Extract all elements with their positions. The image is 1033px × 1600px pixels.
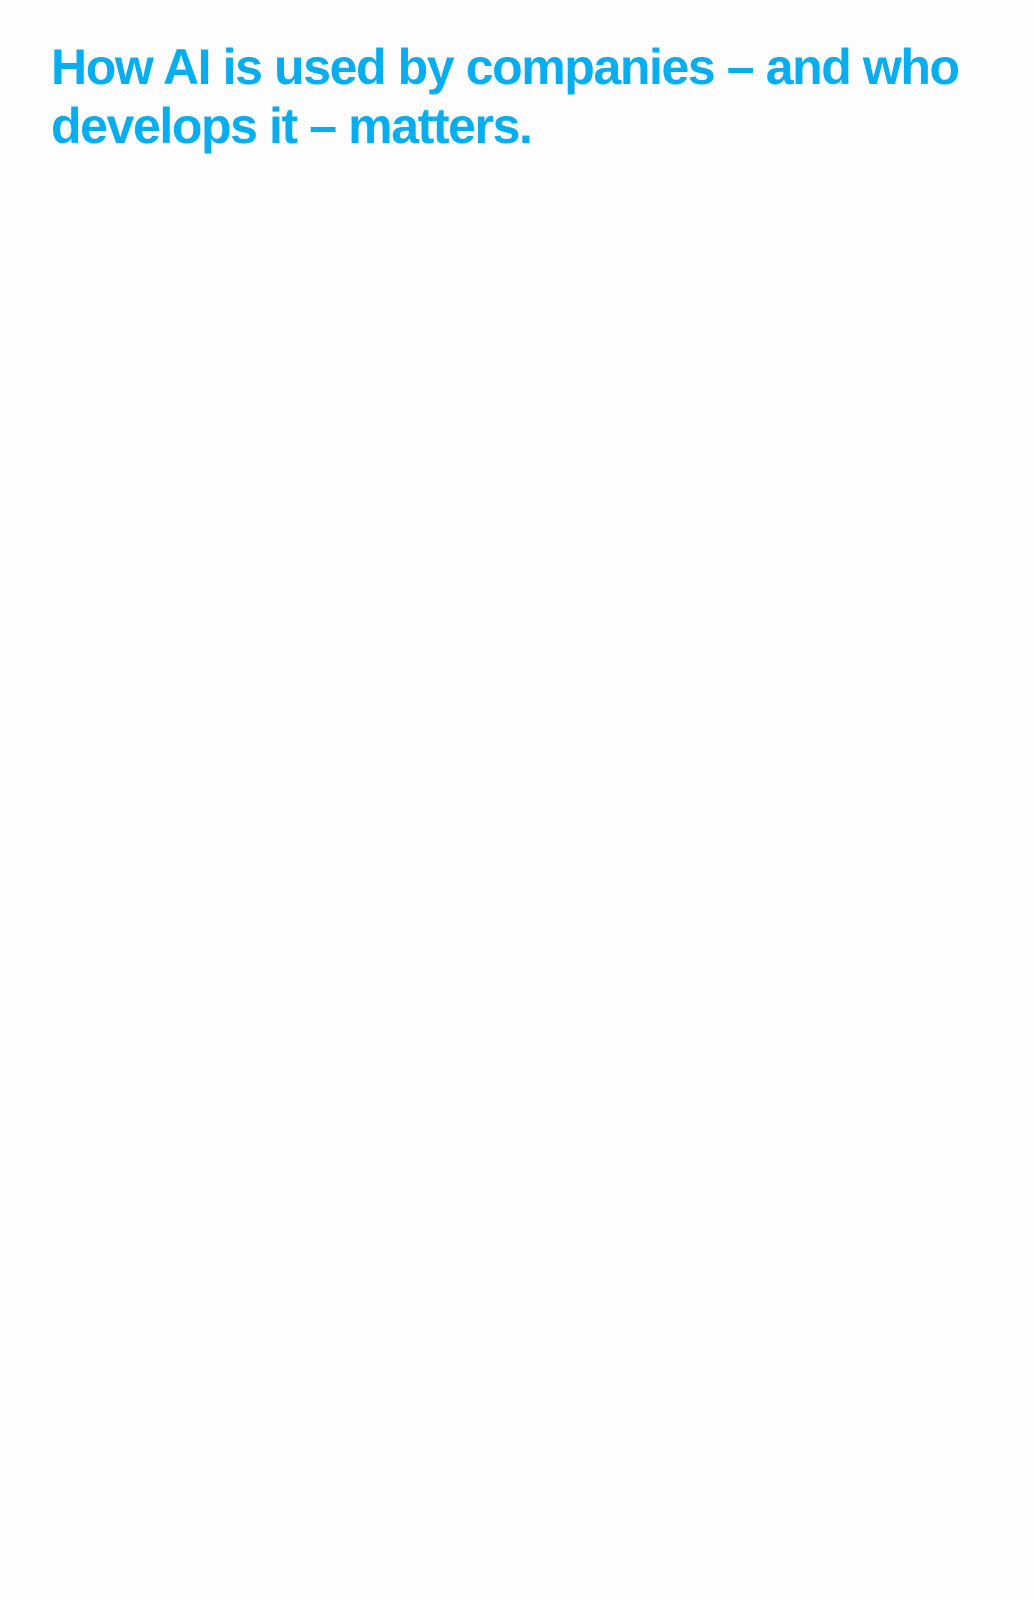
page-headline: How AI is used by companies – and who develops it – matters. (51, 39, 959, 154)
